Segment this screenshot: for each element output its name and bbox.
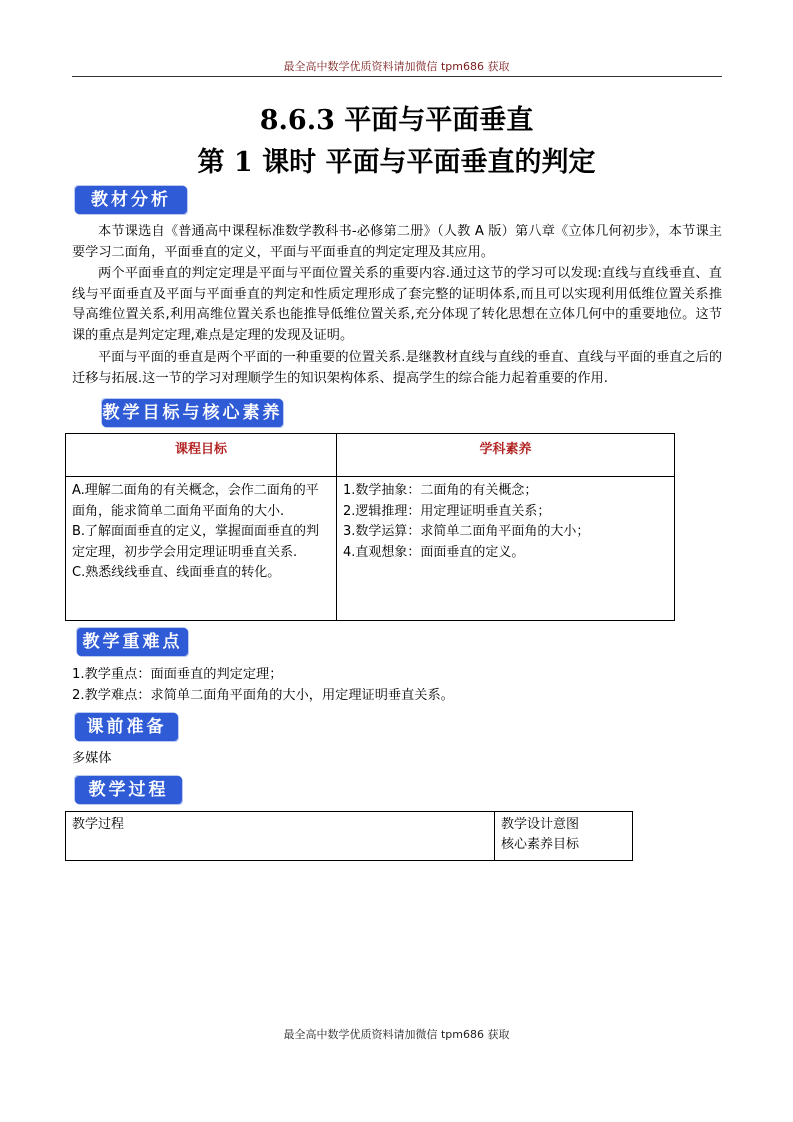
keypoint-difficulty: 2.教学难点：求简单二面角平面角的大小，用定理证明垂直关系。: [72, 688, 454, 703]
literacy-item-4: 4.直观想象：面面垂直的定义。: [343, 544, 525, 560]
page-footer: 最全高中数学优质资料请加微信 tpm686 获取: [283, 1028, 510, 1041]
section-badge-keypoints: 教学重难点: [77, 628, 188, 656]
literacy-item-2: 2.逻辑推理：用定理证明垂直关系；: [343, 503, 551, 519]
page-header: 最全高中数学优质资料请加微信 tpm686 获取: [283, 60, 510, 73]
section-badge-analysis: 教材分析: [75, 186, 187, 214]
analysis-paragraph-3: 平面与平面的垂直是两个平面的一种重要的位置关系.是继教材直线与直线的垂直、直线与平面的垂直之后的迁移与拓展.这一节的学习对理顺学生的知识架构体系、提高学生的综合能力起着重要的作用.: [72, 350, 723, 386]
section-badge-prep: 课前准备: [75, 713, 178, 741]
goals-header-course: 课程目标: [66, 434, 337, 477]
course-goal-a: A.理解二面角的有关概念，会作二面角的平面角，能求简单二面角平面角的大小.: [72, 483, 319, 519]
keypoint-focus: 1.教学重点：面面垂直的判定定理；: [72, 667, 283, 682]
analysis-paragraph-2: 两个平面垂直的判定定理是平面与平面位置关系的重要内容.通过这节的学习可以发现:直线与直线垂直、直线与平面垂直及平面与平面垂直的判定和性质定理形成了套完整的证明体系,而且可以实现利用低维位置关系推导高维位置关系,利用高维位置关系也能推导低维位置关系,充分体现了转化思想在立体几何中的重要地位。这节课的重点是判定定理,难点是定理的发现及证明。: [72, 266, 723, 343]
analysis-paragraph-1: 本节课选自《普通高中课程标准数学教科书-必修第二册》（人教 A 版）第八章《立体几何初步》，本节课主要学习二面角，平面垂直的定义，平面与平面垂直的判定定理及其应用。: [72, 224, 722, 260]
goals-header-literacy: 学科素养: [337, 434, 675, 477]
page-subtitle: 第 1 课时 平面与平面垂直的判定: [197, 147, 596, 178]
process-literacy-goal: 核心素养目标: [501, 837, 580, 852]
process-col-side: [495, 812, 633, 861]
page-title: 8.6.3 平面与平面垂直: [259, 105, 534, 136]
prep-content: 多媒体: [72, 751, 112, 766]
goals-literacy-cell: [337, 477, 675, 621]
goals-table: [65, 433, 675, 621]
course-goal-c: C.熟悉线线垂直、线面垂直的转化。: [72, 565, 281, 580]
literacy-item-1: 1.数学抽象：二面角的有关概念；: [343, 483, 538, 498]
goals-course-cell: [66, 477, 337, 621]
process-table: [65, 811, 633, 861]
process-design-intent: 教学设计意图: [501, 817, 580, 832]
literacy-item-3: 3.数学运算：求简单二面角平面角的大小；: [343, 524, 590, 539]
section-badge-goals: 教学目标与核心素养: [102, 399, 283, 427]
process-col-main: 教学过程: [66, 812, 495, 861]
course-goal-b: B.了解面面垂直的定义，掌握面面垂直的判定定理，初步学会用定理证明垂直关系.: [72, 524, 320, 560]
header-divider: [72, 76, 722, 77]
section-badge-process: 教学过程: [75, 776, 182, 804]
